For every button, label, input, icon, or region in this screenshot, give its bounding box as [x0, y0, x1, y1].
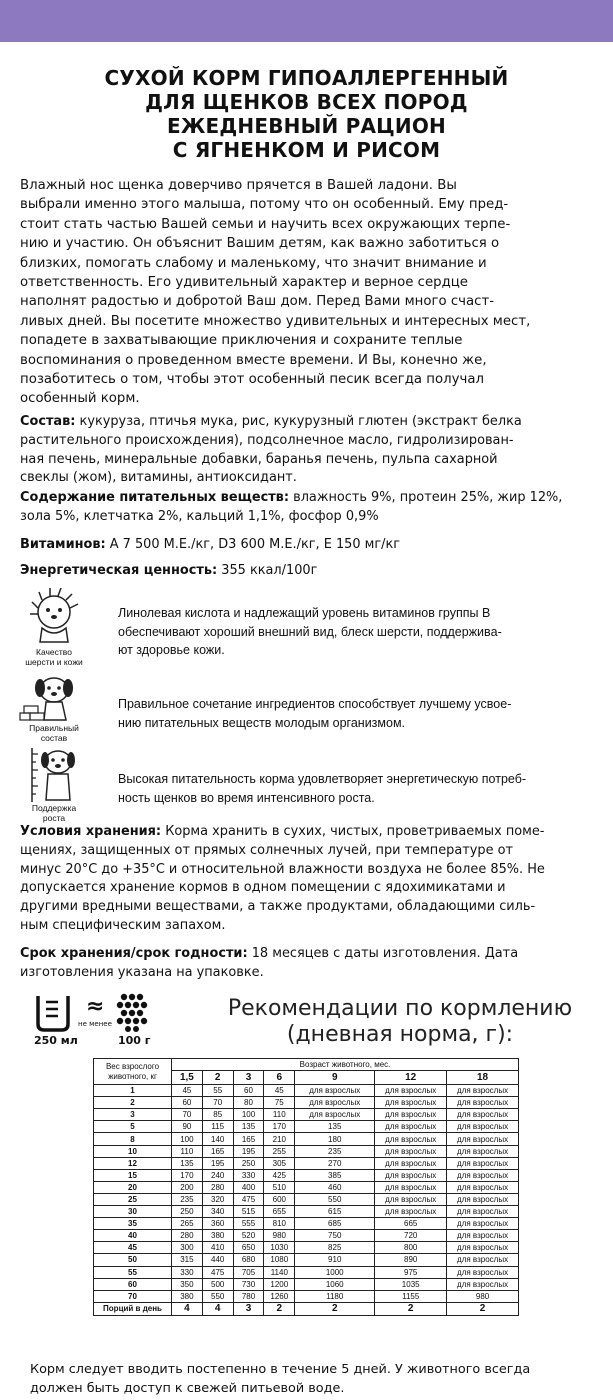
storage-text: минус 20°С до +35°С и относительной влажности воздуха не более 85%. Не	[20, 861, 545, 877]
portion-cell: 350	[172, 1278, 203, 1290]
weight-cell: 40	[94, 1230, 172, 1242]
portion-cell: для взрослых	[447, 1218, 519, 1230]
portion-cell: 315	[172, 1254, 203, 1266]
weight-cell: 35	[94, 1218, 172, 1230]
portion-cell: для взрослых	[447, 1085, 519, 1097]
composition-text: растительного происхождения), подсолнечное масло, гидролизирован-	[20, 432, 514, 448]
portion-cell: 665	[375, 1218, 447, 1230]
vitamins-section	[20, 536, 602, 555]
title-line: ЕЖЕДНЕВНЫЙ РАЦИОН	[167, 114, 446, 138]
portion-cell: 265	[172, 1218, 203, 1230]
portion-cell: 305	[264, 1157, 295, 1169]
portion-cell: 140	[202, 1133, 233, 1145]
age-header-cell: 18	[447, 1071, 519, 1085]
volume-label: 250 мл	[34, 1034, 78, 1047]
portion-cell: для взрослых	[375, 1181, 447, 1193]
storage-text: щениях, защищенных от прямых солнечных лучей, при температуре от	[20, 842, 513, 858]
portion-cell: для взрослых	[447, 1097, 519, 1109]
portion-cell: для взрослых	[447, 1254, 519, 1266]
portion-cell: 250	[172, 1206, 203, 1218]
portion-cell: для взрослых	[447, 1157, 519, 1169]
portion-cell: для взрослых	[375, 1109, 447, 1121]
portion-cell: 270	[295, 1157, 375, 1169]
portion-cell: 440	[202, 1254, 233, 1266]
dog-bricks-icon	[18, 672, 90, 724]
footer-note: Корм следует вводить постепенно в течение 5 дней. У животного всегда должен быть доступ к свежей питьевой воде.	[30, 1362, 531, 1396]
portion-cell: 680	[233, 1254, 264, 1266]
portion-cell: для взрослых	[447, 1206, 519, 1218]
portions-cell: 2	[295, 1302, 375, 1315]
portion-cell: 475	[202, 1266, 233, 1278]
table-row	[94, 1242, 519, 1254]
portion-cell: 170	[172, 1169, 203, 1181]
intro-line: стоит стать частью Вашей семьи и научить всех окружающих терпе-	[20, 216, 511, 232]
feature-text-growth: Высокая питательность корма удовлетворяет энергетическую потреб- ность щенков во время интенсивного роста.	[118, 772, 527, 805]
table-row	[94, 1169, 519, 1181]
portion-cell: 115	[202, 1121, 233, 1133]
table-row	[94, 1097, 519, 1109]
portion-cell: 780	[233, 1290, 264, 1302]
portions-cell: 4	[172, 1302, 203, 1315]
weight-cell: 2	[94, 1097, 172, 1109]
table-row	[94, 1206, 519, 1218]
not-less-label: не менее	[78, 1020, 112, 1028]
storage-section	[20, 823, 602, 936]
portion-cell: 555	[233, 1218, 264, 1230]
age-header-cell: 3	[233, 1071, 264, 1085]
portion-cell: 1035	[375, 1278, 447, 1290]
portion-cell: для взрослых	[447, 1133, 519, 1145]
portion-cell: 1030	[264, 1242, 295, 1254]
portion-cell: для взрослых	[447, 1169, 519, 1181]
weight-cell: 10	[94, 1145, 172, 1157]
portion-cell: для взрослых	[295, 1085, 375, 1097]
portion-cell: 60	[233, 1085, 264, 1097]
portion-cell: 240	[202, 1169, 233, 1181]
portion-cell: 685	[295, 1218, 375, 1230]
composition-illustration	[18, 672, 90, 743]
weight-cell: 60	[94, 1278, 172, 1290]
portion-cell: 110	[172, 1145, 203, 1157]
portion-cell: для взрослых	[375, 1206, 447, 1218]
kibble-pellets-icon	[117, 994, 147, 1032]
age-column-header: Возраст животного, мес.	[172, 1059, 519, 1071]
portion-cell: 100	[172, 1133, 203, 1145]
vitamins-text: А 7 500 М.Е./кг, D3 600 М.Е./кг, Е 150 мг/кг	[105, 537, 401, 552]
portion-cell: для взрослых	[447, 1193, 519, 1205]
portion-cell: 300	[172, 1242, 203, 1254]
storage-text: допускается хранение кормов в одном помещении с ядохимикатами и	[20, 880, 506, 896]
portion-cell: 500	[202, 1278, 233, 1290]
nutrients-text: зола 5%, клетчатка 2%, кальций 1,1%, фосфор 0,9%	[20, 508, 379, 524]
table-row	[94, 1230, 519, 1242]
table-row	[94, 1193, 519, 1205]
nutrients-label: Содержание питательных веществ:	[20, 490, 289, 505]
intro-line: позаботитесь о том, чтобы этот особенный песик всегда получал	[20, 372, 484, 388]
portion-cell: 235	[172, 1193, 203, 1205]
portion-cell: 1180	[295, 1290, 375, 1302]
portion-cell: 135	[233, 1121, 264, 1133]
composition-section	[20, 413, 602, 488]
growth-illustration	[18, 746, 90, 823]
portion-cell: 650	[233, 1242, 264, 1254]
portion-cell: 460	[295, 1181, 375, 1193]
table-row	[94, 1133, 519, 1145]
portion-cell: 1140	[264, 1266, 295, 1278]
energy-label: Энергетическая ценность:	[20, 563, 218, 578]
portion-cell: 600	[264, 1193, 295, 1205]
intro-line: ответственность. Его удивительный характер и верное сердце	[20, 275, 468, 291]
weight-cell: 45	[94, 1242, 172, 1254]
portion-cell: для взрослых	[375, 1145, 447, 1157]
portion-cell: 380	[172, 1290, 203, 1302]
intro-line: воспоминания о проведенном вместе времени. И Вы, конечно же,	[20, 352, 487, 368]
intro-line: Влажный нос щенка доверчиво прячется в Вашей ладони. Вы	[20, 178, 457, 193]
portion-cell: 615	[295, 1206, 375, 1218]
portion-cell: 1080	[264, 1254, 295, 1266]
portion-cell: 75	[264, 1097, 295, 1109]
composition-label: Состав:	[20, 414, 76, 429]
portion-cell: 1155	[375, 1290, 447, 1302]
portion-cell: для взрослых	[447, 1109, 519, 1121]
portion-cell: для взрослых	[375, 1133, 447, 1145]
nutrients-section	[20, 489, 602, 527]
portion-cell: 165	[202, 1145, 233, 1157]
portion-cell: 45	[172, 1085, 203, 1097]
storage-text: Корма хранить в сухих, чистых, проветриваемых поме-	[161, 824, 545, 839]
portion-cell: для взрослых	[375, 1193, 447, 1205]
portion-cell: 165	[233, 1133, 264, 1145]
age-header-cell: 2	[202, 1071, 233, 1085]
weight-cell: 12	[94, 1157, 172, 1169]
portion-cell: 515	[233, 1206, 264, 1218]
dog-coat-icon	[18, 588, 90, 648]
weight-cell: 50	[94, 1254, 172, 1266]
portion-cell: 1000	[295, 1266, 375, 1278]
portion-cell: 825	[295, 1242, 375, 1254]
portion-cell: 800	[375, 1242, 447, 1254]
portion-cell: для взрослых	[447, 1145, 519, 1157]
intro-line: выбрали именно этого малыша, потому что он особенный. Ему пред-	[20, 197, 509, 213]
portion-cell: 385	[295, 1169, 375, 1181]
weight-cell: 15	[94, 1169, 172, 1181]
portion-cell: 910	[295, 1254, 375, 1266]
portion-cell: 400	[233, 1181, 264, 1193]
weight-column-header: Вес взрослого животного, кг	[94, 1059, 172, 1085]
portion-cell: для взрослых	[375, 1121, 447, 1133]
title-line: С ЯГНЕНКОМ И РИСОМ	[172, 138, 441, 162]
portion-cell: 55	[202, 1085, 233, 1097]
table-row	[94, 1278, 519, 1290]
portion-cell: 320	[202, 1193, 233, 1205]
energy-text: 355 ккал/100г	[217, 563, 318, 578]
portion-cell: для взрослых	[375, 1097, 447, 1109]
intro-text	[20, 176, 600, 409]
age-header-cell: 1,5	[172, 1071, 203, 1085]
dog-growth-icon	[18, 746, 90, 804]
portion-cell: 510	[264, 1181, 295, 1193]
portion-cell: 410	[202, 1242, 233, 1254]
portion-cell: 890	[375, 1254, 447, 1266]
weight-cell: 55	[94, 1266, 172, 1278]
portions-cell: 2	[375, 1302, 447, 1315]
shelf-life-text: 18 месяцев с даты изготовления. Дата	[247, 946, 519, 961]
portion-cell: 1260	[264, 1290, 295, 1302]
weight-label: 100 г	[118, 1034, 151, 1047]
portion-cell: 280	[202, 1181, 233, 1193]
portion-cell: 195	[202, 1157, 233, 1169]
feeding-recommendations-title: Рекомендации по кормлению (дневная норма, г):	[227, 996, 573, 1047]
portion-cell: 90	[172, 1121, 203, 1133]
portion-cell: 195	[233, 1145, 264, 1157]
storage-label: Условия хранения:	[20, 824, 162, 839]
feeding-table	[93, 1058, 519, 1316]
intro-line: попадете в захватывающие приключения и сохраните теплые	[20, 333, 463, 349]
portion-cell: 70	[172, 1109, 203, 1121]
portion-cell: 45	[264, 1085, 295, 1097]
portion-cell: 170	[264, 1121, 295, 1133]
portion-cell: 750	[295, 1230, 375, 1242]
title-line: ДЛЯ ЩЕНКОВ ВСЕХ ПОРОД	[145, 90, 468, 114]
portion-cell: 60	[172, 1097, 203, 1109]
weight-cell: 8	[94, 1133, 172, 1145]
portions-cell: 2	[447, 1302, 519, 1315]
portion-cell: 810	[264, 1218, 295, 1230]
portion-cell: 655	[264, 1206, 295, 1218]
coat-quality-illustration	[18, 588, 90, 667]
table-row	[94, 1181, 519, 1193]
nutrients-text: влажность 9%, протеин 25%, жир 12%,	[289, 490, 563, 505]
portion-cell: для взрослых	[447, 1181, 519, 1193]
intro-line: нию и участию. Он объяснит Вашим детям, как важно заботиться о	[20, 236, 500, 252]
table-row	[94, 1218, 519, 1230]
weight-cell: 3	[94, 1109, 172, 1121]
age-header-cell: 6	[264, 1071, 295, 1085]
table-row	[94, 1121, 519, 1133]
table-row	[94, 1157, 519, 1169]
table-row	[94, 1085, 519, 1097]
feature-caption: Качество шерсти и кожи	[25, 647, 83, 667]
table-row	[94, 1145, 519, 1157]
intro-line: особенный корм.	[20, 391, 140, 407]
portion-cell: 520	[233, 1230, 264, 1242]
weight-cell: 25	[94, 1193, 172, 1205]
portion-cell: 720	[375, 1230, 447, 1242]
portions-label: Порций в день	[94, 1302, 172, 1315]
table-row	[94, 1254, 519, 1266]
table-row	[94, 1266, 519, 1278]
portion-cell: для взрослых	[375, 1085, 447, 1097]
shelf-life-section	[20, 945, 602, 983]
portion-cell: 705	[233, 1266, 264, 1278]
feature-caption: Правильный состав	[29, 723, 79, 743]
portion-cell: для взрослых	[447, 1242, 519, 1254]
composition-text: свеклы (жом), витамины, антиоксидант.	[20, 470, 297, 486]
portion-cell: 255	[264, 1145, 295, 1157]
portion-cell: для взрослых	[447, 1230, 519, 1242]
portion-cell: 250	[233, 1157, 264, 1169]
portion-cell: для взрослых	[375, 1157, 447, 1169]
portion-cell: 980	[447, 1290, 519, 1302]
weight-cell: 5	[94, 1121, 172, 1133]
portion-cell: 135	[295, 1121, 375, 1133]
portion-cell: 730	[233, 1278, 264, 1290]
table-row	[94, 1290, 519, 1302]
weight-cell: 30	[94, 1206, 172, 1218]
portion-cell: 1060	[295, 1278, 375, 1290]
portion-cell: 80	[233, 1097, 264, 1109]
portion-cell: 200	[172, 1181, 203, 1193]
portion-cell: 235	[295, 1145, 375, 1157]
portions-cell: 4	[202, 1302, 233, 1315]
portion-cell: 475	[233, 1193, 264, 1205]
portion-cell: для взрослых	[375, 1169, 447, 1181]
weight-cell: 70	[94, 1290, 172, 1302]
portion-cell: 425	[264, 1169, 295, 1181]
storage-text: другими вредными веществами, а также продуктами, обладающими силь-	[20, 899, 536, 915]
portion-cell: 330	[233, 1169, 264, 1181]
portion-cell: 85	[202, 1109, 233, 1121]
feature-caption: Поддержка роста	[31, 803, 77, 823]
portion-cell: 180	[295, 1133, 375, 1145]
composition-text: кукуруза, птичья мука, рис, кукурузный глютен (экстракт белка	[75, 414, 522, 429]
portion-cell: для взрослых	[447, 1266, 519, 1278]
weight-cell: 20	[94, 1181, 172, 1193]
portions-cell: 3	[233, 1302, 264, 1315]
table-row	[94, 1109, 519, 1121]
portion-cell: 1200	[264, 1278, 295, 1290]
portion-cell: 340	[202, 1206, 233, 1218]
portion-cell: для взрослых	[447, 1121, 519, 1133]
portion-cell: для взрослых	[295, 1097, 375, 1109]
energy-section	[20, 562, 602, 581]
header-band	[0, 0, 613, 42]
portion-cell: 110	[264, 1109, 295, 1121]
weight-cell: 1	[94, 1085, 172, 1097]
measure-equivalence	[20, 992, 200, 1046]
vitamins-label: Витаминов:	[20, 537, 106, 552]
portion-cell: 360	[202, 1218, 233, 1230]
portion-cell: для взрослых	[295, 1109, 375, 1121]
portion-cell: 550	[295, 1193, 375, 1205]
age-header-cell: 9	[295, 1071, 375, 1085]
portions-cell: 2	[264, 1302, 295, 1315]
intro-line: ливых дней. Вы посетите множество удивительных и интересных мест,	[20, 313, 531, 329]
portion-cell: 550	[202, 1290, 233, 1302]
portion-cell: 70	[202, 1097, 233, 1109]
age-header-cell: 12	[375, 1071, 447, 1085]
portion-cell: 210	[264, 1133, 295, 1145]
shelf-life-text: изготовления указана на упаковке.	[20, 964, 264, 980]
portion-cell: 280	[172, 1230, 203, 1242]
portion-cell: 100	[233, 1109, 264, 1121]
title-line: СУХОЙ КОРМ ГИПОАЛЛЕРГЕННЫЙ	[104, 66, 509, 90]
intro-line: наполнят радостью и добротой Ваш дом. Перед Вами много счаст-	[20, 294, 495, 310]
portion-cell: 330	[172, 1266, 203, 1278]
feature-text-coat: Линолевая кислота и надлежащий уровень витаминов группы В обеспечивают хороший внешний вид, блеск шерсти, поддерживa- ют здоровье кожи.	[118, 606, 502, 657]
product-title	[0, 66, 613, 162]
portion-cell: 975	[375, 1266, 447, 1278]
portion-cell: 135	[172, 1157, 203, 1169]
storage-text: ным специфическим запахом.	[20, 917, 226, 933]
shelf-life-label: Срок хранения/срок годности:	[20, 946, 248, 961]
intro-line: близких, помогать слабому и маленькому, что значит внимание и	[20, 255, 487, 271]
feature-text-composition: Правильное сочетание ингредиентов способствует лучшему усвое- нию питательных веществ молодым организмом.	[118, 697, 512, 730]
composition-text: ная печень, минеральные добавки, баранья печень, пульпа сахарной	[20, 451, 498, 467]
portion-cell: 380	[202, 1230, 233, 1242]
portion-cell: 980	[264, 1230, 295, 1242]
portion-cell: для взрослых	[447, 1278, 519, 1290]
approx-sign: ≈	[86, 994, 105, 1019]
